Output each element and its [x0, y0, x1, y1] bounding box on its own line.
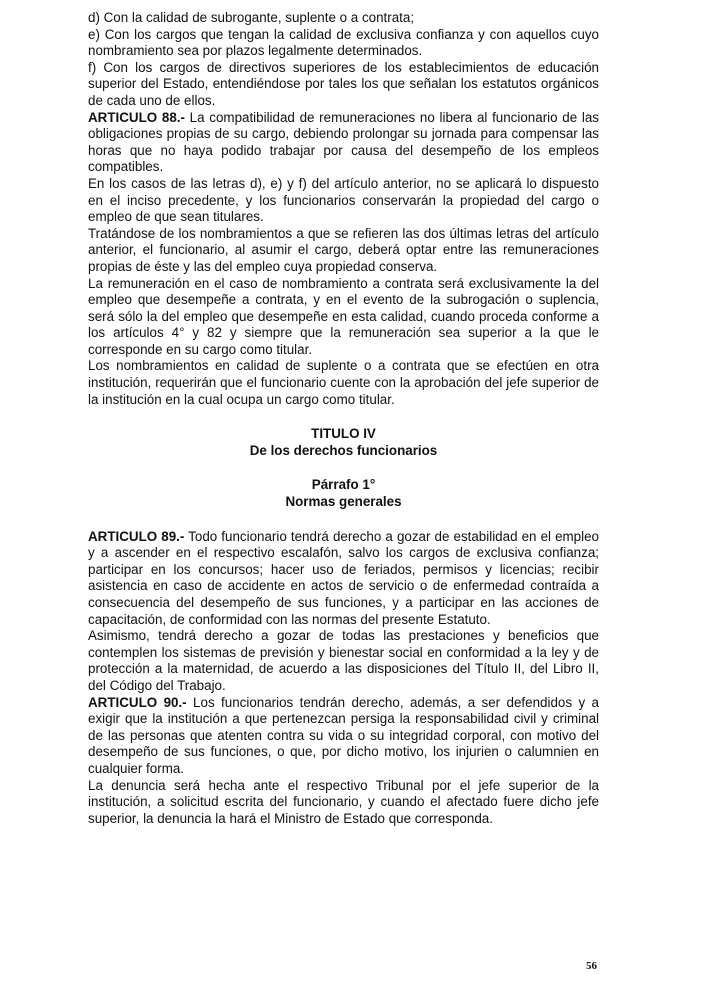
page-number: 56	[586, 960, 597, 972]
article-88-label: ARTICULO 88.-	[88, 109, 185, 125]
document-page	[88, 10, 599, 827]
paragraph-cases: En los casos de las letras d), e) y f) del artículo anterior, no se aplicará lo dispuesto en el inciso precedente, y los funcionarios conservarán la propiedad del cargo o empleo de que sean titulares.	[88, 175, 599, 225]
spacer	[88, 511, 599, 529]
paragraph-letter-f: f) Con los cargos de directivos superiores de los establecimientos de educación superior del Estado, entendiéndose por tales los que señalan los estatutos orgánicos de cada uno de ellos.	[88, 59, 599, 108]
article-90	[88, 695, 599, 778]
titulo-heading: TITULO IV	[311, 426, 376, 442]
article-89-label: ARTICULO 89.-	[88, 528, 185, 544]
article-89	[88, 529, 599, 629]
titulo-subheading: De los derechos funcionarios	[249, 442, 438, 458]
paragraph-letter-e: e) Con los cargos que tengan la calidad de exclusiva confianza y con aquellos cuyo nombramiento sea por plazos legalmente determinados.	[88, 26, 599, 59]
article-89-paragraph-2: Asimismo, tendrá derecho a gozar de todas las prestaciones y beneficios que contemplen los sistemas de previsión y bienestar social en conformidad a la ley y de protección a la maternidad, de acuerdo a las disposiciones del Título II, del Libro II, del Código del Trabajo.	[88, 628, 599, 693]
parrafo-subheading: Normas generales	[285, 494, 402, 510]
parrafo-heading: Párrafo 1°	[311, 477, 376, 493]
article-90-paragraph-2: La denuncia será hecha ante el respectivo Tribunal por el jefe superior de la institución, a solicitud escrita del funcionario, y cuando el afectado fuere dicho jefe superior, la denuncia la hará el Ministro de Estado que corresponda.	[88, 777, 599, 826]
article-90-label: ARTICULO 90.-	[88, 694, 187, 710]
article-90-text: Los funcionarios tendrán derecho, además, a ser defendidos y a exigir que la institución a que pertenezcan persiga la responsabilidad civil y criminal de las personas que atenten contra su vida o su integridad corporal, con motivo del desempeño de sus funciones, o que, por dicho motivo, los injurien o calumnien en cualquier forma.	[88, 694, 599, 776]
article-89-text: Todo funcionario tendrá derecho a gozar de estabilidad en el empleo y a ascender en el respectivo escalafón, salvo los cargos de exclusiva confianza; participar en los concursos; hacer uso de feriados, permisos y licencias; recibir asistencia en caso de accidente en actos de servicio o de enfermedad contraída a consecuencia del desempeño de sus funciones, y a participar en las acciones de capacitación, de conformidad con las normas del presente Estatuto.	[88, 528, 599, 627]
paragraph-letter-d: d) Con la calidad de subrogante, suplente o a contrata;	[88, 10, 415, 25]
paragraph-remuneracion: La remuneración en el caso de nombramiento a contrata será exclusivamente la del empleo que desempeñe a contrata, y en el evento de la subrogación o suplencia, será sólo la del empleo que desempeñe en esta calidad, cuando proceda conforme a los artículos 4° y 82 y siempre que la remuneración sea superior a la que le corresponde en su cargo como titular.	[88, 275, 599, 357]
paragraph-nombramientos: Tratándose de los nombramientos a que se refieren las dos últimas letras del artículo anterior, el funcionario, al asumir el cargo, deberá optar entre las remuneraciones propias de éste y las del empleo cuya propiedad conserva.	[88, 225, 599, 274]
article-88	[88, 110, 599, 176]
paragraph-suplente: Los nombramientos en calidad de suplente o a contrata que se efectúen en otra institución, requerirán que el funcionario cuente con la aprobación del jefe superior de la institución en la cual ocupa un cargo como titular.	[88, 358, 599, 407]
spacer	[88, 408, 599, 426]
article-88-text: La compatibilidad de remuneraciones no libera al funcionario de las obligaciones propias de su cargo, debiendo prolongar su jornada para compensar las horas que no haya podido trabajar por causa del desempeño de los empleos compatibles.	[88, 109, 599, 175]
